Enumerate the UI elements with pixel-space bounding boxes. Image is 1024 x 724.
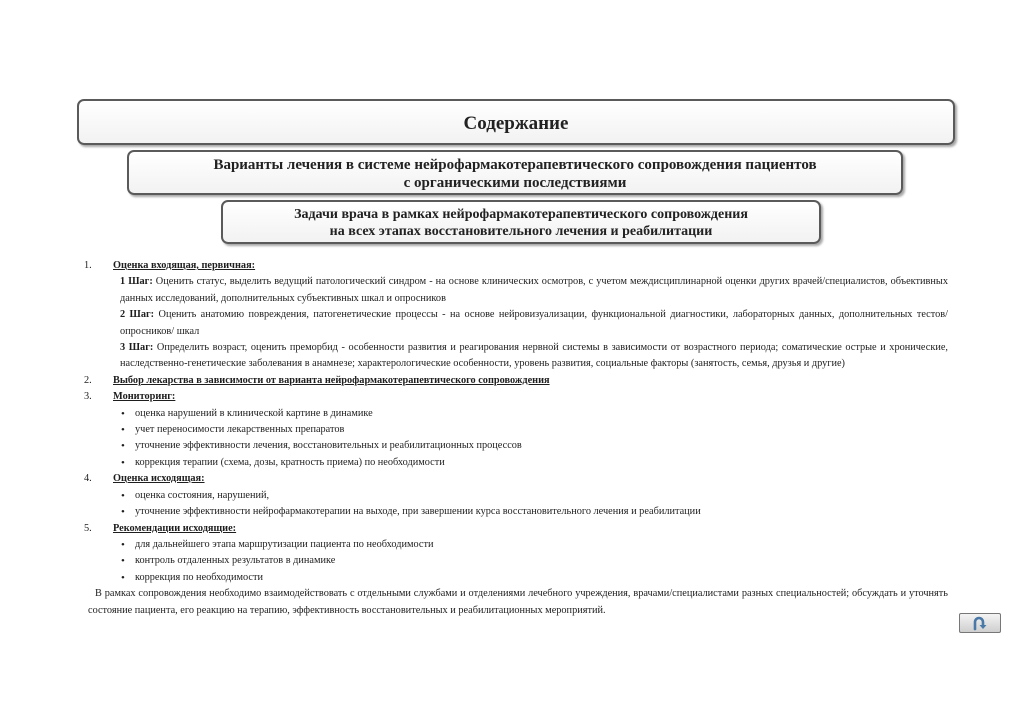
section-number: 4. [84,473,92,485]
list-item: • оценка нарушений в клинической картине в динамике [135,406,948,422]
doctor-tasks-line-1: Задачи врача в рамках нейрофармакотерапевтического сопровождения [294,207,748,222]
list-item: • для дальнейшего этапа маршрутизации пациента по необходимости [135,537,948,553]
section-drug-choice [80,373,948,389]
section-number: 5. [84,522,92,534]
list-item: • учет переносимости лекарственных препаратов [135,422,948,438]
step-text: Оценить анатомию повреждения, патогенетические процессы - на основе нейровизуализации, функциональной диагностики, лабораторных данных, дополнительных тестов/опросников/ шкал [120,309,948,337]
list-item: • коррекция терапии (схема, дозы, кратность приема) по необходимости [135,455,948,471]
step-label: 1 Шаг: [120,276,153,288]
step-1 [113,274,948,307]
step-text: Определить возраст, оценить преморбид - особенности развития и реагирования нервной системы в зависимости от возрастного периода; соматические острые и хронические, наследственно-генетические заболевания в анамнезе; характерологические особенности, уровень развития, социальные факторы (занятость, семья, друзья и другие) [120,342,948,370]
section-heading: Мониторинг: [113,391,176,403]
section-heading: Рекомендации исходящие: [113,522,237,534]
treatment-variants-box[interactable] [127,150,903,195]
bullet-list [113,537,948,586]
content-body [80,258,948,619]
u-turn-back-icon [971,616,989,631]
section-recommendations [80,521,948,587]
step-2 [113,307,948,340]
section-heading: Оценка входящая, первичная: [113,260,256,271]
list-item: • уточнение эффективности нейрофармакотерапии на выходе, при завершении курса восстановительного лечения и реабилитации [135,504,948,520]
list-item: • коррекция по необходимости [135,570,948,586]
treatment-variants-line-1: Варианты лечения в системе нейрофармакотерапевтического сопровождения пациентов [213,157,817,173]
doctor-tasks-line-2: на всех этапах восстановительного лечения и реабилитации [329,224,713,239]
section-final-assessment [80,471,948,520]
interaction-note: В рамках сопровождения необходимо взаимодействовать с отдельными службами и отделениями лечебного учреждения, врачами/специалистами разных специальностей; обсуждать и уточнять состояние пациента, его реакцию на терапию, эффективность восстановительных и реабилитационных мероприятий. [88,588,948,616]
section-number: 1. [84,260,92,271]
contents-title-box[interactable] [77,99,955,145]
list-item: • оценка состояния, нарушений, [135,488,948,504]
step-label: 3 Шаг: [120,342,154,354]
back-button[interactable] [959,613,1001,633]
step-label: 2 Шаг: [120,309,155,321]
section-heading: Выбор лекарства в зависимости от варианта нейрофармакотерапевтического сопровождения [113,374,550,386]
bullet-list [113,488,948,521]
section-monitoring [80,389,948,471]
doctor-tasks-box [221,200,821,244]
list-item: • контроль отдаленных результатов в динамике [135,553,948,569]
list-item: • уточнение эффективности лечения, восстановительных и реабилитационных процессов [135,438,948,454]
bullet-list [113,406,948,472]
section-number: 3. [84,391,92,403]
section-heading: Оценка исходящая: [113,473,205,485]
section-initial-assessment [80,258,948,373]
treatment-variants-line-2: с органическими последствиями [403,175,627,191]
contents-title: Содержание [463,113,569,134]
step-3 [113,340,948,373]
step-text: Оценить статус, выделить ведущий патологический синдром - на основе клинических осмотров, с учетом междисциплинарной оценки других врачей/специалистов, объективных данных исследований, дополнительных субъективных шкал и опросников [120,276,948,304]
section-number: 2. [84,374,92,386]
